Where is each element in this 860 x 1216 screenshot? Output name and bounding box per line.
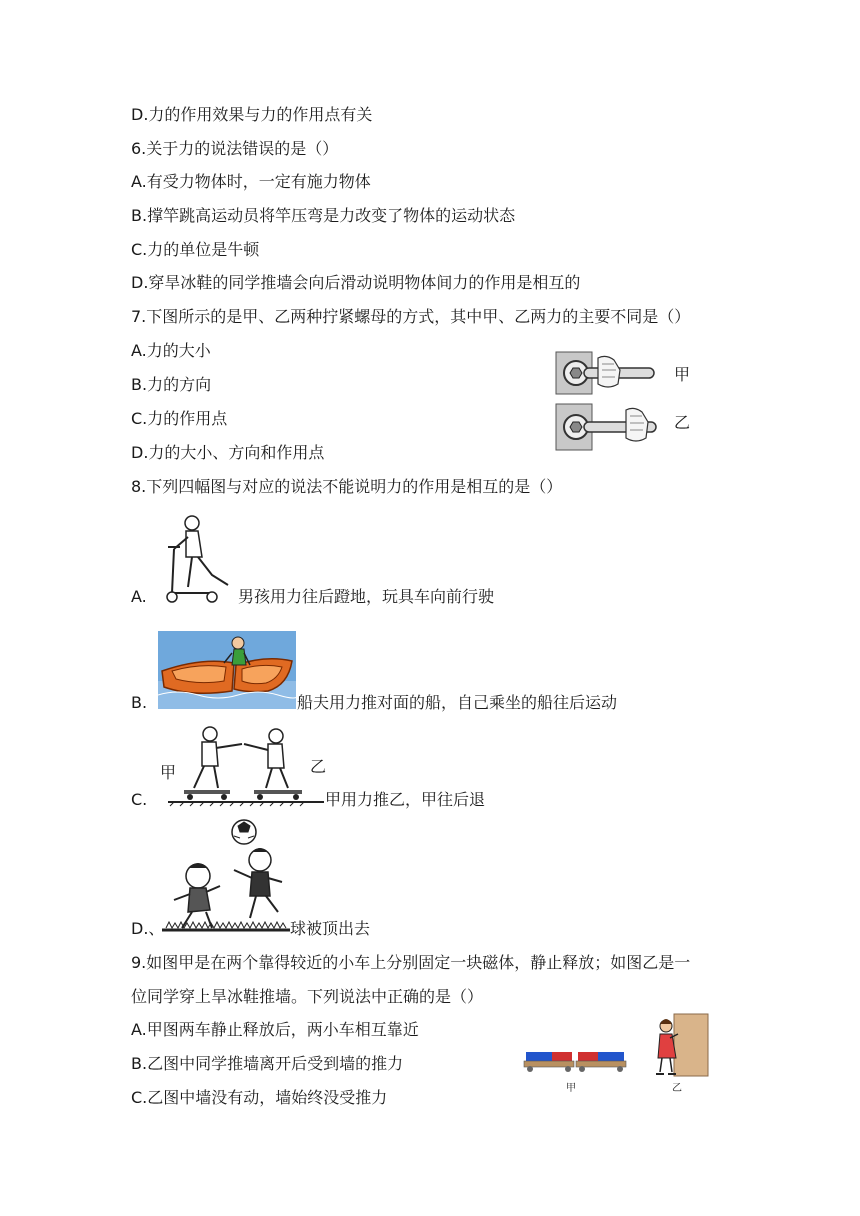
q6-option-d: D.穿旱冰鞋的同学推墙会向后滑动说明物体间力的作用是相互的 [131,273,581,292]
q7-option-a: A.力的大小 [131,341,211,360]
q8-option-c-text: 甲用力推乙，甲往后退 [325,790,486,809]
q9-option-c: C.乙图中墙没有动，墙始终没受推力 [131,1088,388,1107]
q8-option-d-text: 球被顶出去 [290,919,371,938]
q9-stem-line1: 9.如图甲是在两个靠得较近的小车上分别固定一块磁体，静止释放；如图乙是一 [131,953,691,972]
q7-option-d: D.力的大小、方向和作用点 [131,443,325,462]
q6-option-c: C.力的单位是牛顿 [131,240,260,259]
scooter-boy-illustration [162,513,234,605]
skateboard-push-figure [158,722,326,808]
q5-option-d: D.力的作用效果与力的作用点有关 [131,105,373,124]
q9-stem-line2: 位同学穿上旱冰鞋推墙。下列说法中正确的是（） [131,987,484,1006]
wrench-label-yi: 乙 [674,413,691,432]
q6-option-b: B.撑竿跳高运动员将竿压弯是力改变了物体的运动状态 [131,206,516,225]
boats-figure [158,631,296,709]
q8-option-a-label: A. [131,587,147,606]
q6-stem: 6.关于力的说法错误的是（） [131,139,339,158]
wrench-figure [554,350,694,454]
q8-option-b-text: 船夫用力推对面的船，自己乘坐的船往后运动 [297,693,618,712]
scooter-figure [162,513,234,605]
soccer-header-figure [162,818,290,938]
q8-option-d-label: D.、 [131,919,165,938]
q8-stem: 8.下列四幅图与对应的说法不能说明力的作用是相互的是（） [131,477,563,496]
wrench-label-jia: 甲 [674,365,691,384]
q8-option-b-label: B. [131,693,148,712]
skateboard-push-illustration [158,722,326,808]
skateboard-label-jia: 甲 [160,763,177,782]
skateboard-label-yi: 乙 [310,757,327,776]
q8-option-c-label: C. [131,790,148,809]
carts-label-jia: 甲 [566,1083,576,1094]
q6-option-a: A.有受力物体时，一定有施力物体 [131,172,371,191]
magnet-carts-illustration [522,1012,712,1096]
wrench-illustration [554,350,694,454]
q7-stem: 7.下图所示的是甲、乙两种拧紧螺母的方式，其中甲、乙两力的主要不同是（） [131,307,691,326]
boats-illustration [158,631,296,709]
soccer-header-illustration [162,818,290,938]
q7-option-b: B.力的方向 [131,375,212,394]
q9-option-b: B.乙图中同学推墙离开后受到墙的推力 [131,1054,404,1073]
q7-option-c: C.力的作用点 [131,409,228,428]
q8-option-a-text: 男孩用力往后蹬地，玩具车向前行驶 [238,587,495,606]
skater-label-yi: 乙 [672,1083,682,1094]
magnet-carts-figure [522,1012,712,1096]
q9-option-a: A.甲图两车静止释放后，两小车相互靠近 [131,1020,419,1039]
